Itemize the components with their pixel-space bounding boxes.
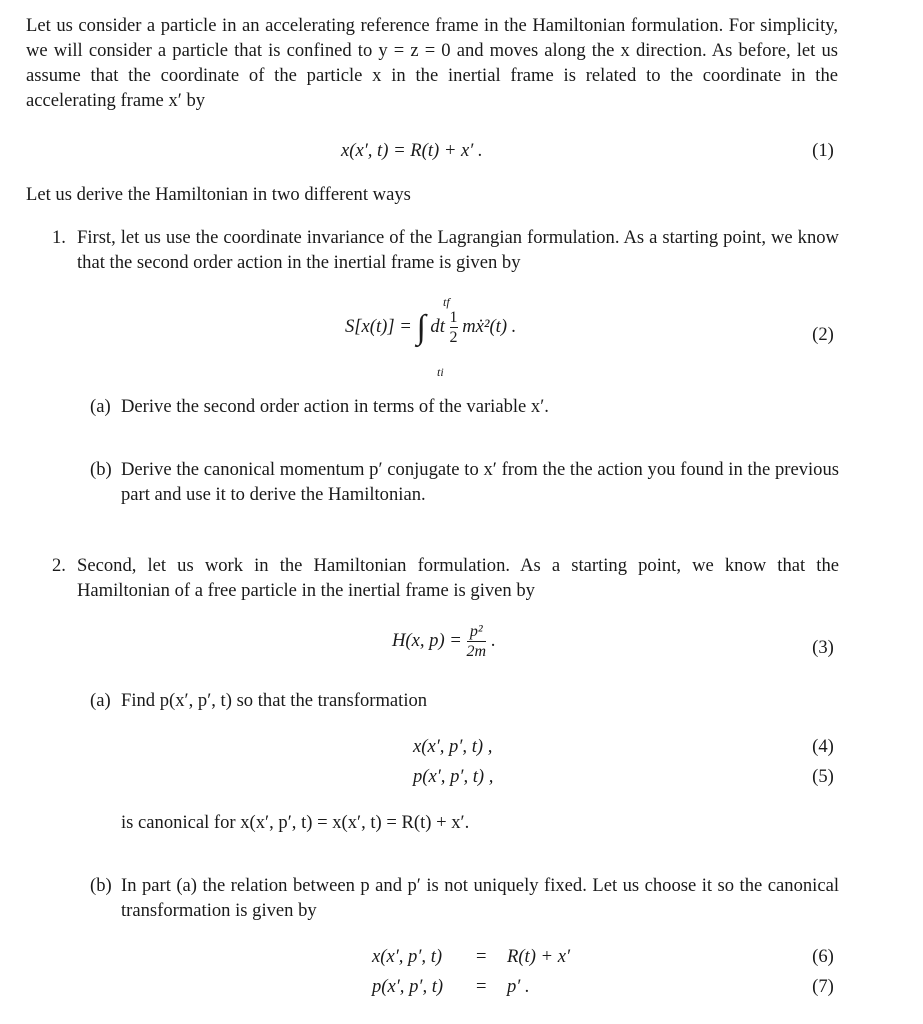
item-1-text: First, let us use the coordinate invariance of the Lagrangian formulation. As a starting point, we know that the second order action in the inertial frame is given by (77, 227, 839, 273)
item-2a-canonical-condition: is canonical for x(x′, p′, t) = x(x′, t) = R(t) + x′. (121, 812, 470, 833)
item-1a-label: (a) (90, 396, 111, 417)
item-2a-text: Find p(x′, p′, t) so that the transformation (121, 690, 428, 711)
fraction-numerator: 1 (449, 309, 458, 326)
equation-6-rhs: R(t) + x′ (507, 946, 571, 967)
hamiltonian-numerator: p² (469, 623, 483, 640)
fraction-denominator: 2 (449, 329, 458, 346)
hamiltonian-lhs: H(x, p) = (392, 629, 462, 651)
action-fraction (450, 308, 458, 347)
equation-7-number: (7) (812, 976, 834, 997)
integral-upper-limit: tf (443, 295, 450, 309)
intro-paragraph: Let us consider a particle in an accelerating reference frame in the Hamiltonian formulation. For simplicity, we will consider a particle that is confined to y = z = 0 and moves along the x direction. As before, let us assume that the coordinate of the particle x in the inertial frame is related to the coordinate in the accelerating frame x′ by (26, 15, 838, 111)
hamiltonian-fraction (467, 622, 487, 661)
item-1b-text: Derive the canonical momentum p′ conjugate to x′ from the the action you found in the previous part and use it to derive the Hamiltonian. (121, 459, 839, 505)
hamiltonian-period: . (490, 629, 496, 651)
equation-5: p(x′, p′, t) , (413, 766, 494, 787)
equation-5-number: (5) (812, 766, 834, 787)
equation-1: x(x′, t) = R(t) + x′ . (341, 140, 483, 161)
item-2b-text: In part (a) the relation between p and p′ is not uniquely fixed. Let us choose it so the canonical transformation is given by (121, 875, 839, 921)
action-lhs: S[x(t)] = (345, 315, 412, 337)
integral-sign-icon: ∫ (416, 309, 426, 346)
equation-4: x(x′, p′, t) , (413, 736, 493, 757)
equation-6-lhs: x(x′, p′, t) (372, 946, 443, 967)
equation-7-lhs: p(x′, p′, t) (372, 976, 444, 997)
item-1-number: 1. (52, 227, 66, 248)
equation-2 (345, 308, 516, 347)
equation-6-number: (6) (812, 946, 834, 967)
intro-derive-line: Let us derive the Hamiltonian in two different ways (26, 184, 411, 205)
item-2b-label: (b) (90, 875, 112, 896)
equation-3-number: (3) (812, 637, 834, 658)
equation-3 (392, 622, 495, 661)
equation-6-equals: = (476, 946, 487, 967)
equation-1-number: (1) (812, 140, 834, 161)
item-2a-label: (a) (90, 690, 111, 711)
equation-7-equals: = (476, 976, 487, 997)
equation-4-number: (4) (812, 736, 834, 757)
item-2-number: 2. (52, 555, 66, 576)
item-1b-label: (b) (90, 459, 112, 480)
equation-7-rhs: p′ . (507, 976, 530, 997)
hamiltonian-denominator: 2m (466, 643, 487, 660)
action-dt: dt (430, 315, 445, 337)
action-integrand: mẋ²(t) . (462, 315, 517, 337)
equation-2-number: (2) (812, 324, 834, 345)
item-2-text: Second, let us work in the Hamiltonian formulation. As a starting point, we know that the Hamiltonian of a free particle in the inertial frame is given by (77, 555, 839, 601)
item-1a-text: Derive the second order action in terms of the variable x′. (121, 396, 549, 417)
integral-lower-limit: ti (437, 365, 444, 379)
